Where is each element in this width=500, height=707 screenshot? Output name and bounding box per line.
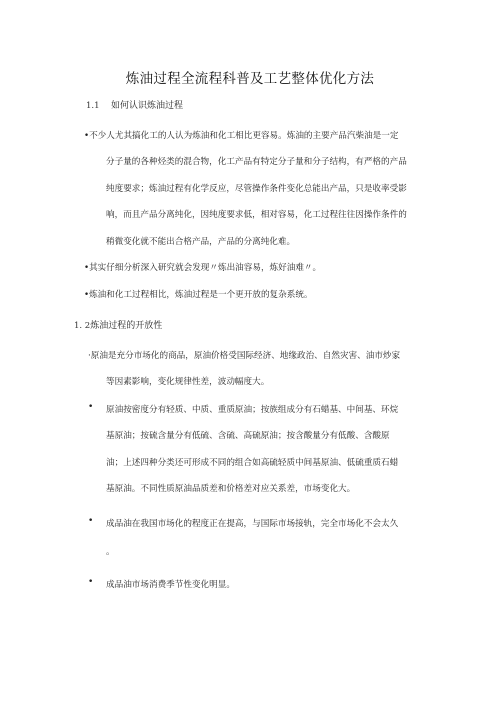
section-2-heading xyxy=(74,318,162,331)
section-2-title: 炼油过程的开放性 xyxy=(90,321,163,331)
s1-p1-line-5: 稍微变化就不能出合格产品，产品的分离纯化难。 xyxy=(106,237,296,247)
s2-p1-line-2: 等因素影响，变化规律性差，波动幅度大。 xyxy=(106,377,270,387)
s2-b2-line-1: 成品油在我国市场化的程度正在提高，与国际市场接轨，完全市场化不会太久 xyxy=(106,519,399,529)
s1-p1-line-1: •不少人尤其搞化工的人认为炼油和化工相比更容易。炼油的主要产品汽柴油是一定 xyxy=(84,131,399,141)
s2-b1-line-4: 基原油。不同性质原油品质差和价格差对应关系差，市场变化大。 xyxy=(106,484,356,494)
bullet-marker-2: • xyxy=(88,516,94,526)
s2-b1-line-3: 油；上述四种分类还可形成不同的组合如高硫轻质中间基原油、低硫重质石蜡 xyxy=(106,458,399,468)
s2-b3: 成品油市场消费季节性变化明显。 xyxy=(106,580,235,590)
s2-b1-line-2: 基原油；按硫含量分有低硫、含硫、高硫原油；按含酸量分有低酸、含酸原 xyxy=(106,431,390,441)
s1-p3: •炼油和化工过程相比，炼油过程是一个更开放的复杂系统。 xyxy=(84,290,313,300)
s1-p2: •其实仔细分析深入研究就会发现〃炼出油容易，炼好油难〃。 xyxy=(84,263,322,273)
section-1-title: 如何认识炼油过程 xyxy=(110,101,183,111)
s2-b1-line-1: 原油按密度分有轻质、中质、重质原油；按族组成分有石蜡基、中间基、环烷 xyxy=(106,405,399,415)
s1-p1-line-2: 分子量的各种烃类的混合物，化工产品有特定分子量和分子结构，有严格的产品 xyxy=(106,157,407,167)
s2-p1-line-1: ·原油是充分市场化的商品，原油价格受国际经济、地缘政治、自然灾害、油市炒家 xyxy=(88,351,401,361)
page-title: 炼油过程全流程科普及工艺整体优化方法 xyxy=(125,71,375,87)
s2-b2-line-2: 。 xyxy=(106,547,115,557)
s1-p1-line-3: 纯度要求；炼油过程有化学反应，尽管操作条件变化总能出产品，只是收率受影 xyxy=(106,184,407,194)
bullet-marker-1: • xyxy=(88,402,94,412)
section-2-number: 1. 2 xyxy=(74,321,91,331)
s1-p1-line-4: 响，而且产品分离纯化，因纯度要求低，相对容易，化工过程往往因操作条件的 xyxy=(106,210,407,220)
bullet-marker-3: • xyxy=(88,577,94,587)
section-1-number: 1.1 xyxy=(86,101,100,111)
section-1-heading xyxy=(86,98,183,111)
